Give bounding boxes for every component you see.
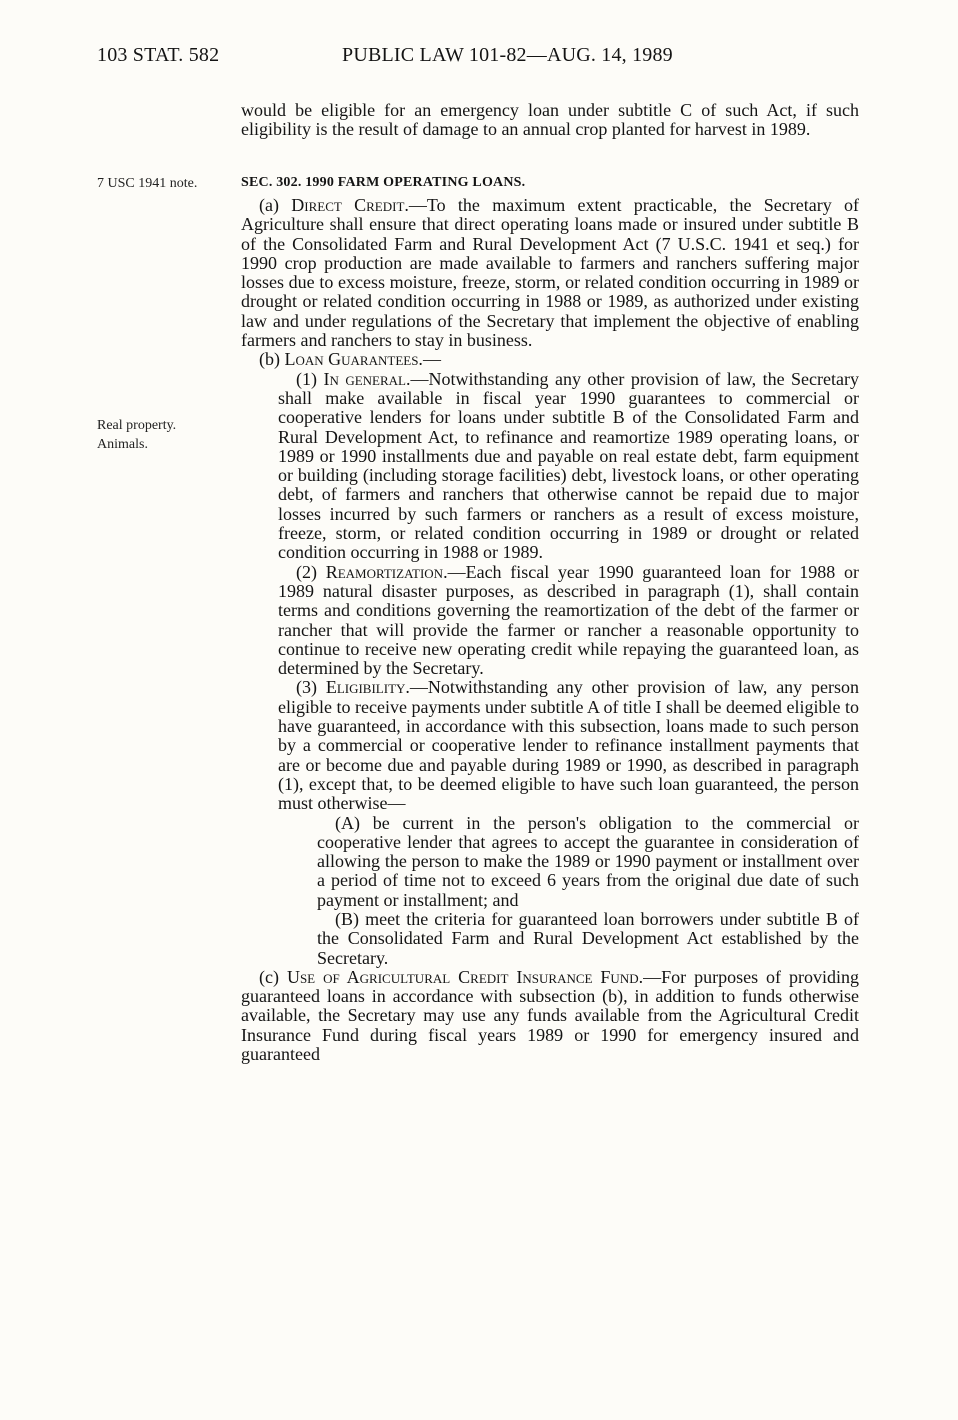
subsection-c: (c) Use of Agricultural Credit Insurance Fund.—For purposes of providing guaranteed loans in accordance with subsection (b), in addition to funds otherwise available, the Secretary may use any funds available from the Agricultural Credit Insurance Fund during fiscal years 1989 or 1990 for emergency insured and guaranteed — [241, 966, 859, 1065]
margin-note-animals: Animals. — [97, 437, 148, 452]
margin-note-real-property: Real property. — [97, 418, 177, 433]
paragraph-b1-title: In general. — [323, 368, 411, 389]
subparagraph-b3a: (A) be current in the person's obligation to the commercial or cooperative lender that agrees to accept the guarantee in consideration of allowing the person to make the 1989 or 1990 payment or installment over a period of time not to exceed 6 years from the original due date of such payment or installment; and — [317, 812, 859, 910]
stat-citation: 103 STAT. 582 — [97, 44, 220, 66]
paragraph-b3-title: Eligibility. — [325, 677, 410, 698]
public-law-title: PUBLIC LAW 101-82—AUG. 14, 1989 — [342, 44, 673, 66]
subsection-b: (b) Loan Guarantees.— — [259, 349, 441, 370]
subsection-c-title: Use of Agricultural Credit Insurance Fund. — [286, 966, 644, 987]
paragraph-b3: (3) Eligibility.—Notwithstanding any other provision of law, any person eligible to receive payments under subtitle A of title I shall be deemed eligible to have guaranteed, in accordance with this subsection, loans made to such person by a commercial or cooperative lender to refinance installment payments that are or become due and payable during 1989 or 1990, as described in paragraph (1), except that, to be deemed eligible to have such loan guaranteed, the person must otherwise— — [278, 677, 859, 814]
section-heading-block — [241, 173, 859, 192]
subsection-b-title: Loan Guarantees. — [284, 349, 423, 370]
subparagraph-b3b: (B) meet the criteria for guaranteed loan borrowers under subtitle B of the Consolidated Farm and Rural Development Act established by the Secretary. — [317, 908, 859, 968]
intro-text: would be eligible for an emergency loan under subtitle C of such Act, if such eligibility is the result of damage to an annual crop planted for harvest in 1989. — [241, 100, 859, 140]
margin-note-usc: 7 USC 1941 note. — [97, 176, 198, 191]
subsection-a: (a) Direct Credit.—To the maximum extent practicable, the Secretary of Agriculture shall ensure that direct operating loans made or insured under subtitle B of the Consolidated Farm and Rural Development Act (7 U.S.C. 1941 et seq.) for 1990 crop production are made available to farmers and ranchers suffering major losses due to excess moisture, freeze, storm, or related condition occurring in 1989 or drought or related condition occurring in 1988 or 1989, as authorized under existing law and under regulations of the Secretary that implement the objective of enabling farmers and ranchers to stay in business. — [241, 195, 860, 351]
paragraph-b1: (1) In general.—Notwithstanding any other provision of law, the Secretary shall make available in fiscal year 1990 guarantees to commercial or cooperative lenders for loans under subtitle B of the Consolidated Farm and Rural Development Act, to refinance and reamortize 1989 operating loans, or 1989 or 1990 installments due and payable on real estate debt, farm equipment or building (including storage facilities) debt, livestock loans, or other operating debt, of farmers and ranchers that otherwise cannot be repaid due to major losses incurred by such farmers or ranchers as a result of excess moisture, freeze, storm, or related condition occurring in 1989 or drought or related condition occurring in 1988 or 1989. — [278, 368, 859, 563]
section-heading: SEC. 302. 1990 FARM OPERATING LOANS. — [241, 175, 526, 190]
intro-paragraph — [241, 101, 859, 140]
subsection-a-title: Direct Credit. — [291, 195, 409, 215]
paragraph-b2-title: Reamortization. — [325, 561, 448, 582]
paragraph-b2: (2) Reamortization.—Each fiscal year 1990 guaranteed loan for 1988 or 1989 natural disaster purposes, as described in paragraph (1), shall contain terms and conditions governing the reamortization of the debt of the farmer or rancher that will provide the farmer or rancher a reasonable opportunity to continue to receive new operating credit while repaying the guaranteed loan, as determined by the Secretary. — [278, 561, 859, 679]
section-body — [241, 196, 859, 1064]
